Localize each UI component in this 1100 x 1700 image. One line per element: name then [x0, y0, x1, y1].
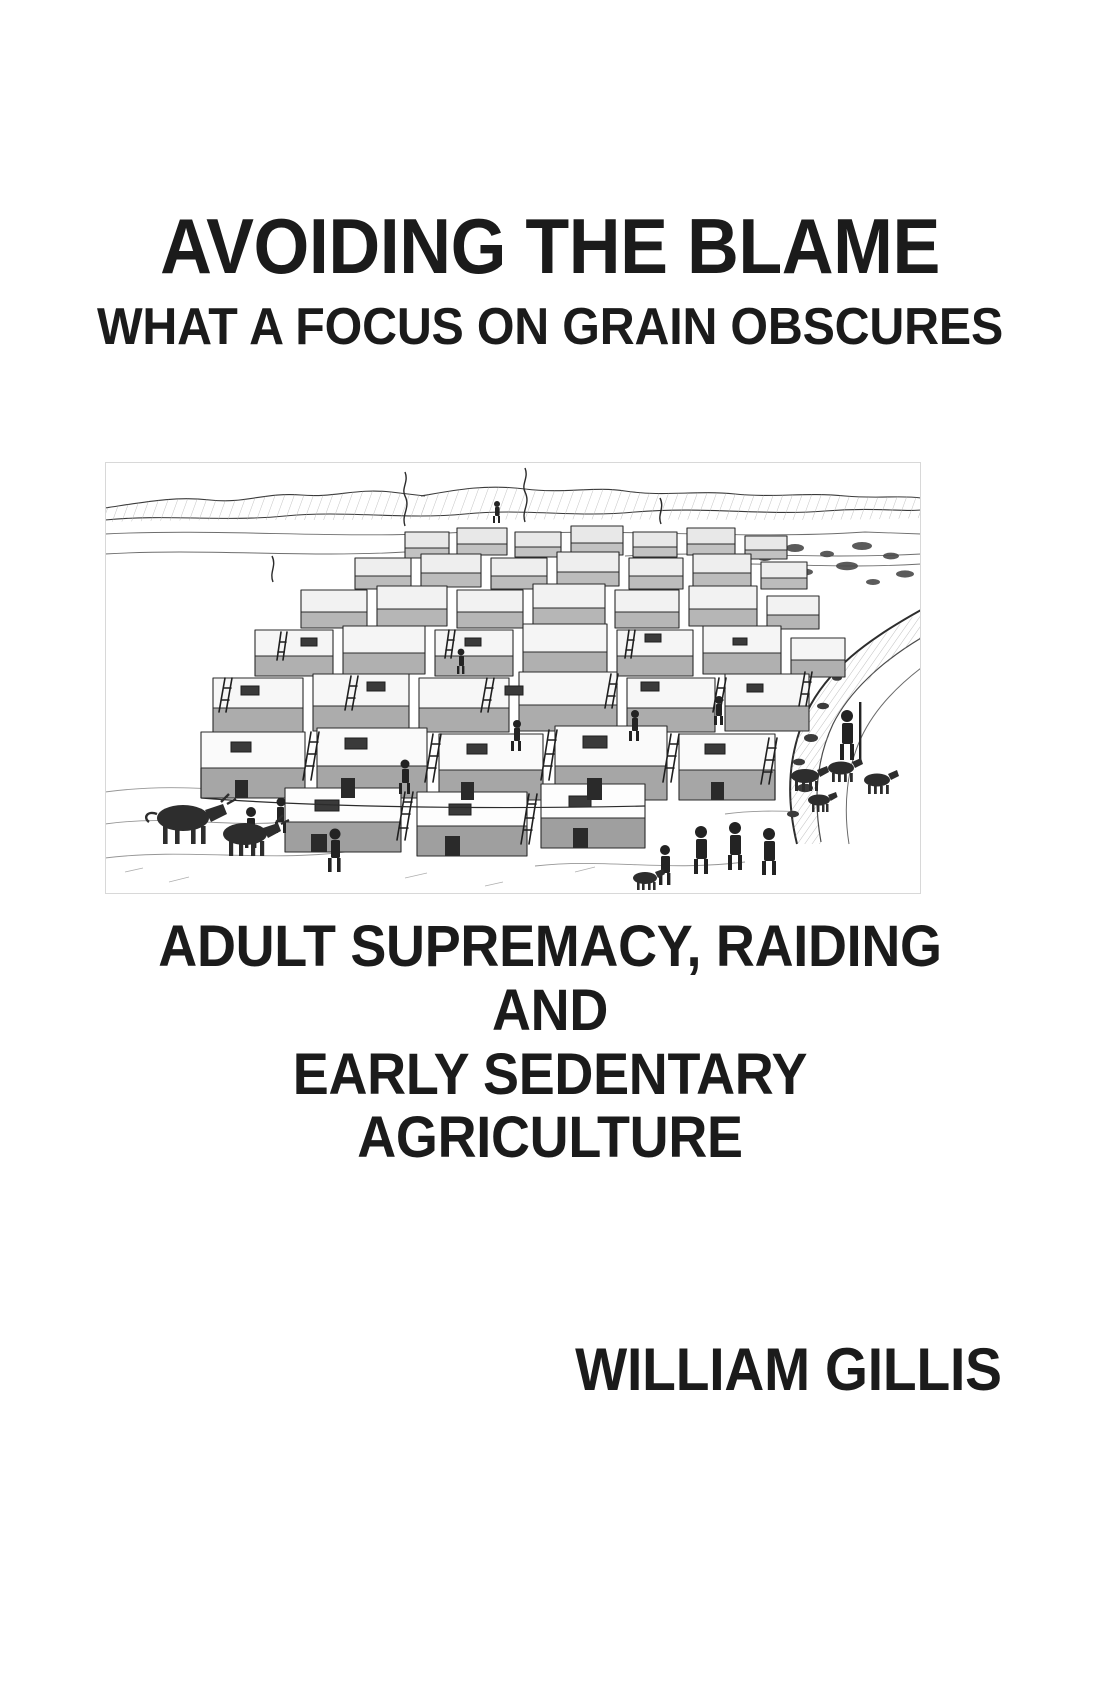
secondary-title-line-1: ADULT SUPREMACY, RAIDING AND: [158, 914, 942, 1043]
settlement-drawing: [105, 462, 921, 894]
neolithic-settlement-illustration: [105, 462, 921, 894]
page-subtitle: WHAT A FOCUS ON GRAIN OBSCURES: [96, 298, 1004, 357]
secondary-title-line-2: EARLY SEDENTARY AGRICULTURE: [292, 1041, 808, 1171]
title-block: [0, 202, 1100, 357]
page-title: AVOIDING THE BLAME: [160, 202, 940, 290]
secondary-title: [94, 915, 1005, 1170]
author-name: WILLIAM GILLIS: [575, 1336, 1002, 1403]
